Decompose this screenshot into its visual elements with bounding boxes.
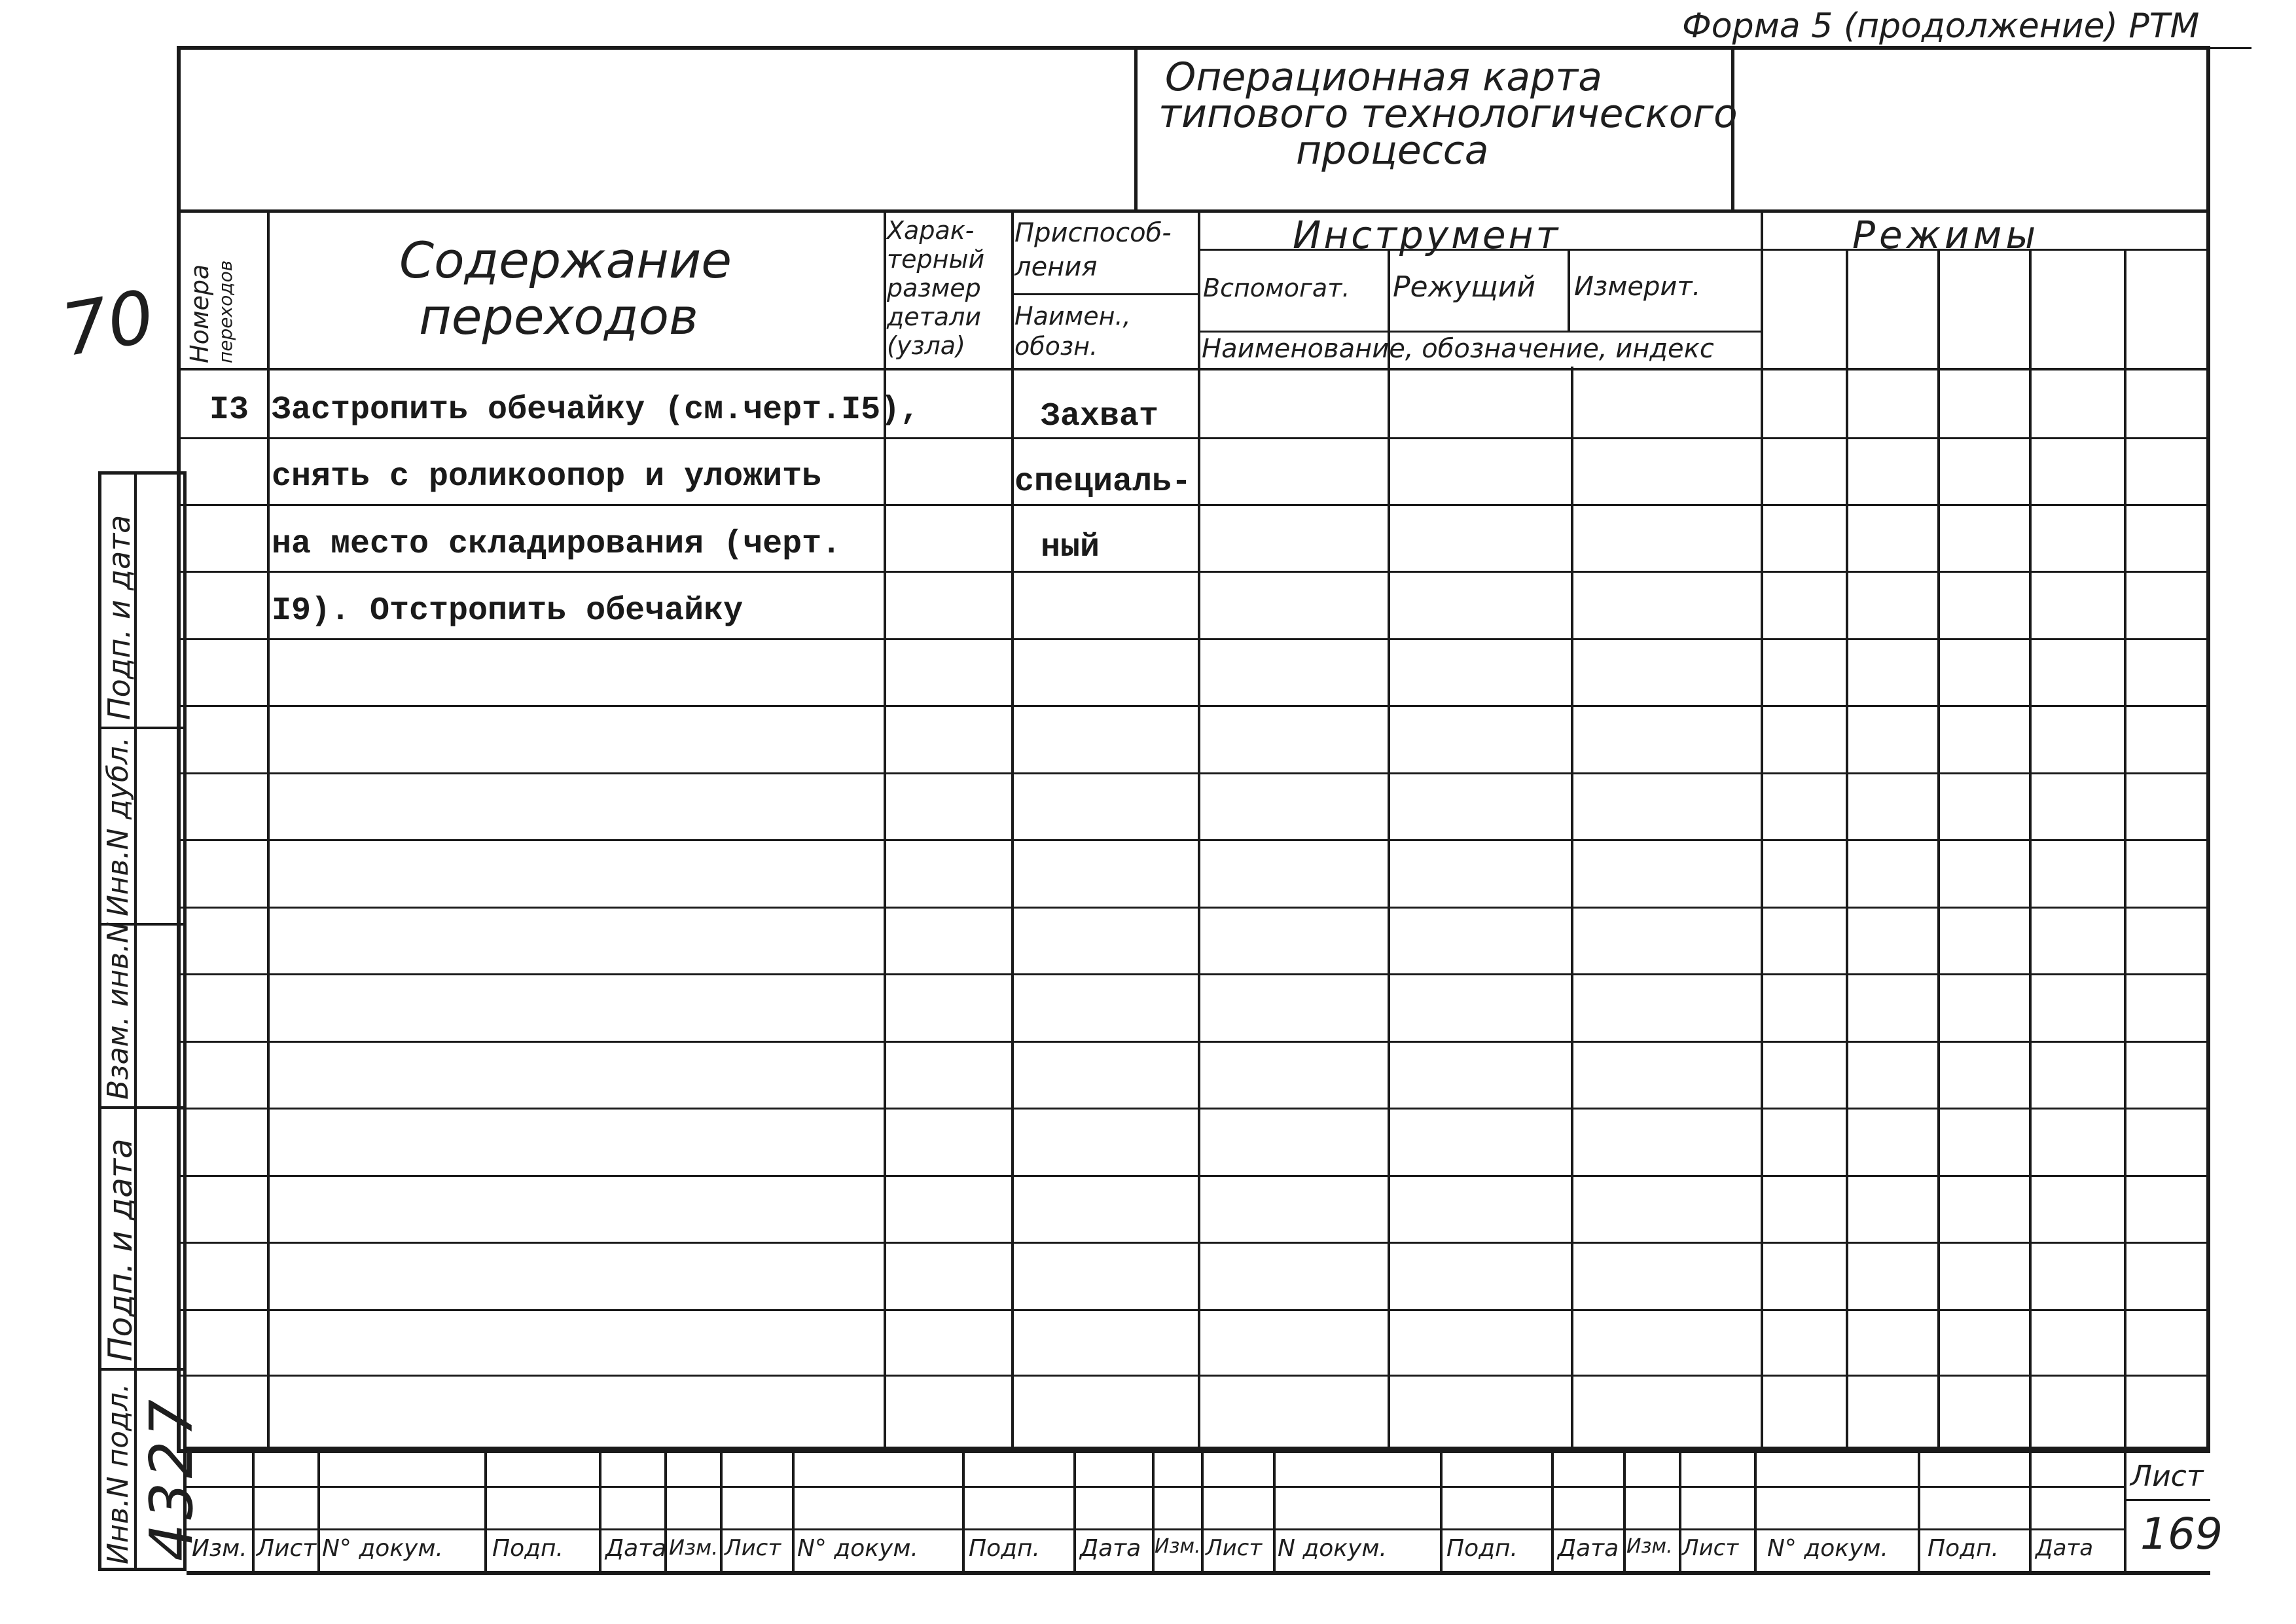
footer-col-15 <box>1623 1447 1626 1571</box>
side-stamp-line-1 <box>98 727 187 729</box>
card-title-line-3: процесса <box>1296 128 1489 173</box>
footer-label-18: N° докум. <box>1767 1535 1888 1562</box>
footer-label-10: Дата <box>1080 1535 1141 1562</box>
footer-col-18 <box>1918 1447 1920 1571</box>
footer-col-11 <box>1201 1447 1204 1571</box>
footer-col-14 <box>1551 1447 1554 1571</box>
col-line-size <box>1011 209 1014 1447</box>
header-size <box>887 216 984 360</box>
row-line-1 <box>177 437 2210 439</box>
header-sub-line-tool-sub <box>1198 331 1761 333</box>
header-fixtures-sub <box>1014 301 1131 361</box>
header-size-line-2: терный <box>887 245 985 274</box>
footer-label-12: Лист <box>1206 1535 1263 1561</box>
col-line-tool-end <box>1761 209 1763 1447</box>
footer-label-9: Подп. <box>969 1535 1040 1562</box>
inventory-number: 4327 <box>137 1395 206 1561</box>
footer-label-8: N° докум. <box>797 1535 918 1562</box>
header-bottom-line <box>177 368 2210 370</box>
row-line-6 <box>177 772 2210 774</box>
footer-col-20 <box>2124 1447 2126 1571</box>
row-line-10 <box>177 1041 2210 1043</box>
header-size-line-1: Харак- <box>887 216 975 245</box>
footer-col-16 <box>1679 1447 1681 1571</box>
footer-line-1 <box>187 1486 2124 1488</box>
col-line-mode-4 <box>2124 249 2126 1447</box>
row-line-3 <box>177 571 2210 573</box>
col-line-mode-2 <box>1937 249 1940 1447</box>
footer-col-8 <box>962 1447 965 1571</box>
footer-label-16: Изм. <box>1626 1535 1673 1558</box>
side-stamp-label-1: Подп. и дата <box>101 514 137 720</box>
header-fixtures-sub-line-1: Наимен., <box>1014 302 1131 331</box>
header-fixtures <box>1014 216 1172 284</box>
side-stamp-line-4 <box>98 1368 187 1371</box>
col-line-mode-3 <box>2029 249 2032 1447</box>
header-tool-cut: Режущий <box>1393 270 1535 304</box>
sheet-number: 169 <box>2140 1509 2223 1559</box>
side-stamp-label-2: Инв.N дубл. <box>101 736 135 916</box>
header-tool-meas: Измерит. <box>1574 272 1701 302</box>
row-line-13 <box>177 1242 2210 1244</box>
col-line-num <box>267 209 270 1447</box>
row-2-text: снять с роликоопор и уложить <box>272 458 822 496</box>
footer-label-2: Лист <box>257 1535 317 1562</box>
footer-label-20: Дата <box>2036 1535 2094 1561</box>
footer-label-11: Изм. <box>1155 1535 1201 1558</box>
header-content-line-1: Содержание <box>399 231 732 289</box>
row-line-15 <box>177 1375 2210 1377</box>
header-tool: Инструмент <box>1293 213 1561 257</box>
form-label: Форма 5 (продолжение) РТМ <box>1682 7 2200 46</box>
col-line-mode-1 <box>1846 249 1848 1447</box>
header-tool-sub: Наименование, обозначение, индекс <box>1202 334 1714 364</box>
header-tool-aux: Вспомогат. <box>1203 274 1350 302</box>
header-size-line-4: детали <box>887 302 982 331</box>
header-modes: Режимы <box>1852 213 2040 257</box>
footer-label-13: N докум. <box>1278 1535 1387 1562</box>
header-content-line-2: переходов <box>419 287 698 346</box>
header-fixtures-line-2: ления <box>1014 252 1098 282</box>
footer-col-4 <box>599 1447 601 1571</box>
footer-col-17 <box>1754 1447 1757 1571</box>
footer-label-5: Дата <box>605 1535 667 1562</box>
side-stamp-line-3 <box>98 1106 187 1109</box>
row-line-2 <box>177 504 2210 506</box>
footer-col-7 <box>792 1447 795 1571</box>
footer-sheet-line <box>2124 1499 2210 1501</box>
row-1-text: Застропить обечайку (см.черт.I5), <box>272 391 920 429</box>
footer-col-2 <box>317 1447 320 1571</box>
footer-col-13 <box>1440 1447 1443 1571</box>
header-sub-line-fixtures <box>1011 293 1198 295</box>
margin-number: 70 <box>55 274 161 373</box>
row-line-12 <box>177 1175 2210 1177</box>
footer-label-14: Подп. <box>1446 1535 1518 1562</box>
row-1-fixture: Захват <box>1041 398 1159 435</box>
header-fixtures-line-1: Приспособ- <box>1014 218 1172 248</box>
footer-label-6: Изм. <box>669 1535 719 1560</box>
card-title <box>1158 54 1738 173</box>
footer-col-9 <box>1073 1447 1076 1571</box>
row-line-11 <box>177 1108 2210 1110</box>
footer-col-1 <box>252 1447 255 1571</box>
side-stamp-label-5: Инв.N подл. <box>101 1383 135 1564</box>
footer-col-3 <box>484 1447 487 1571</box>
footer-label-17: Лист <box>1682 1535 1739 1561</box>
footer-label-15: Дата <box>1558 1535 1619 1562</box>
header-row-numbers <box>187 261 239 363</box>
row-line-5 <box>177 705 2210 707</box>
footer-line-2 <box>187 1528 2124 1530</box>
row-line-9 <box>177 973 2210 975</box>
row-4-text: I9). Отстропить обечайку <box>272 592 744 630</box>
row-line-4 <box>177 638 2210 640</box>
footer-col-6 <box>720 1447 723 1571</box>
col-line-cut-header <box>1568 249 1570 331</box>
footer-label-3: N° докум. <box>322 1535 443 1562</box>
row-1-number: I3 <box>209 391 249 429</box>
header-content <box>399 232 732 345</box>
footer-col-12 <box>1273 1447 1276 1571</box>
row-line-7 <box>177 839 2210 841</box>
footer-label-7: Лист <box>725 1535 781 1561</box>
footer-bottom-line <box>187 1571 2210 1575</box>
col-line-fixture <box>1198 209 1200 1447</box>
header-fixtures-sub-line-2: обозн. <box>1014 332 1098 361</box>
side-stamp-label-3: Взам. инв.N <box>101 922 135 1100</box>
footer-label-1: Изм. <box>192 1535 247 1562</box>
row-line-8 <box>177 907 2210 909</box>
row-3-fixture: ный <box>1041 529 1100 566</box>
row-2-fixture: специаль- <box>1014 463 1192 501</box>
title-divider-left <box>1134 46 1138 209</box>
card-title-line-1: Операционная карта <box>1165 54 1602 100</box>
row-3-text: на место складирования (черт. <box>272 526 842 563</box>
header-row-numbers-line-1: Номера <box>185 264 214 363</box>
card-title-line-2: типового технологического <box>1158 91 1738 137</box>
side-stamp-label-4: Подп. и дата <box>101 1138 139 1362</box>
footer-label-4: Подп. <box>492 1535 564 1562</box>
header-row-numbers-line-2: переходов <box>215 260 236 363</box>
header-size-line-3: размер <box>887 274 981 302</box>
row-line-14 <box>177 1309 2210 1311</box>
header-size-line-5: (узла) <box>887 331 965 360</box>
footer-label-19: Подп. <box>1928 1535 1999 1562</box>
footer-col-19 <box>2029 1447 2032 1571</box>
sheet-label: Лист <box>2130 1460 2204 1493</box>
footer-top-line <box>187 1447 2210 1451</box>
